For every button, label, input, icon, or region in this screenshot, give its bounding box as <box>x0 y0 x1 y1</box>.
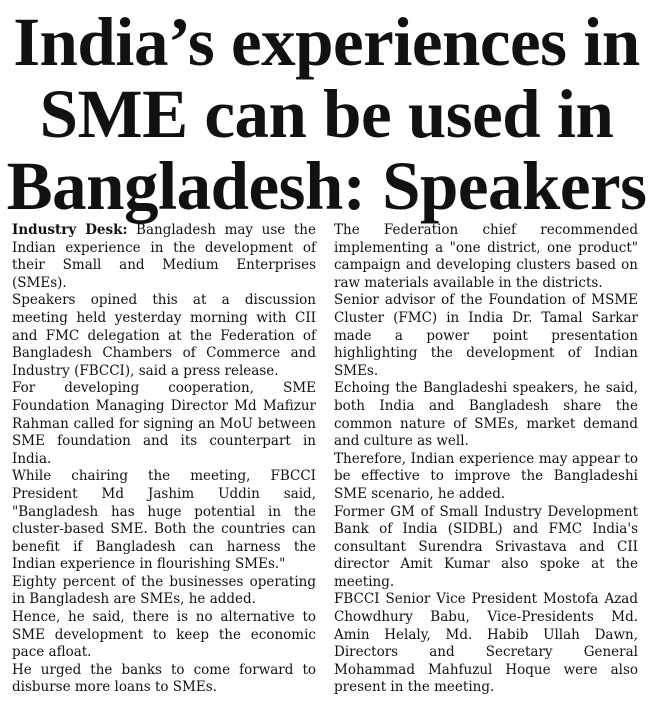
column-left <box>12 222 316 702</box>
paragraph: For developing cooperation, SME Foundation Managing Director Md Mafizur Rahman called for signing an MoU between SME foundation and its counterpart in India. <box>12 380 316 467</box>
paragraph: Speakers opined this at a discussion meeting held yesterday morning with CII and FMC delegation at the Federation of Bangladesh Chambers of Commerce and Industry (FBCCI), said a press release. <box>12 292 316 379</box>
paragraph: Former GM of Small Industry Development Bank of India (SIDBL) and FMC India's consultant Surendra Srivastava and CII director Amit Kumar also spoke at the meeting. <box>334 503 638 590</box>
paragraph: He urged the banks to come forward to disburse more loans to SMEs. <box>12 661 316 696</box>
article-body <box>12 222 638 702</box>
paragraph: Therefore, Indian experience may appear to be effective to improve the Bangladeshi SME scenario, he added. <box>334 450 638 502</box>
paragraph: Echoing the Bangladeshi speakers, he said, both India and Bangladesh share the common nature of SMEs, market demand and culture as well. <box>334 380 638 450</box>
paragraph-text: Bangladesh may use the Indian experience in the development of their Small and Medium Enterprises (SMEs). <box>12 222 316 291</box>
headline: India’s experiences in SME can be used in Bangladesh: Speakers <box>6 4 647 224</box>
dateline: Industry Desk: <box>12 222 128 238</box>
column-right <box>334 222 638 702</box>
paragraph <box>12 222 316 292</box>
paragraph: Eighty percent of the businesses operating in Bangladesh are SMEs, he added. <box>12 573 316 608</box>
paragraph: The Federation chief recommended implementing a "one district, one product" campaign and developing clusters based on raw materials available in the districts. <box>334 222 638 291</box>
paragraph: FBCCI Senior Vice President Mostofa Azad Chowdhury Babu, Vice-Presidents Md. Amin Helaly, Md. Habib Ullah Dawn, Directors and Secretary General Mohammad Mahfuzul Hoque were also present in the meeting. <box>334 591 638 696</box>
paragraph: Senior advisor of the Foundation of MSME Cluster (FMC) in India Dr. Tamal Sarkar made a power point presentation highlighting the development of Indian SMEs. <box>334 292 638 379</box>
paragraph: Hence, he said, there is no alternative to SME development to keep the economic pace afloat. <box>12 609 316 661</box>
paragraph: While chairing the meeting, FBCCI President Md Jashim Uddin said, "Bangladesh has huge potential in the cluster-based SME. Both the countries can benefit if Bangladesh can harness the Indian experience in flourishing SMEs." <box>12 468 316 573</box>
